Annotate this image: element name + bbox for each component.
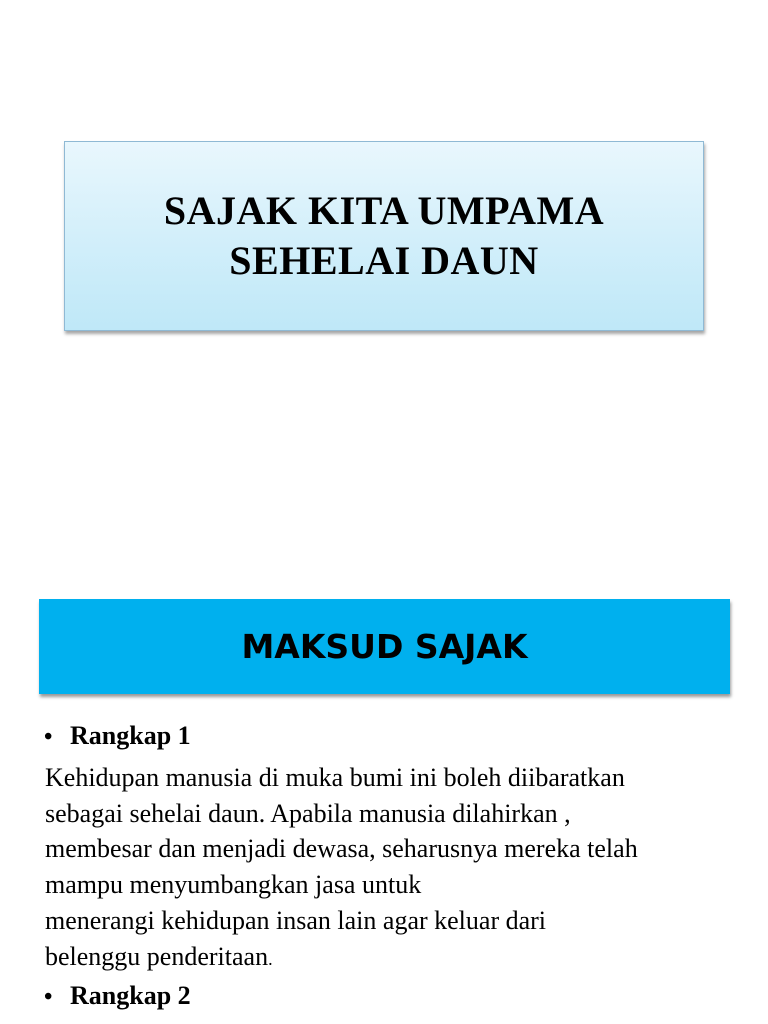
- bullet-rangkap-1: [44, 719, 191, 754]
- title-box: [64, 141, 704, 331]
- bullet-dot-icon: •: [44, 984, 53, 1010]
- bullet-rangkap-2: [44, 979, 191, 1014]
- paragraph-line-text: belenggu penderitaan: [45, 941, 269, 971]
- paragraph-rangkap-1: [45, 760, 745, 977]
- section-heading-box: [39, 599, 730, 694]
- bullet-dot-icon: •: [44, 724, 53, 750]
- paragraph-line-last: [45, 939, 745, 978]
- bullet-label: Rangkap 1: [70, 721, 191, 750]
- paragraph-end-period: .: [268, 948, 273, 969]
- title-line-1: SAJAK KITA UMPAMA: [163, 188, 605, 233]
- section-heading: MAKSUD SAJAK: [241, 627, 528, 666]
- paragraph-line: sebagai sehelai daun. Apabila manusia dilahirkan ,: [45, 798, 571, 828]
- bullet-label: Rangkap 2: [70, 981, 191, 1010]
- title-line-2: SEHELAI DAUN: [229, 238, 539, 283]
- paragraph-line: mampu menyumbangkan jasa untuk: [45, 870, 422, 900]
- paragraph-line: menerangi kehidupan insan lain agar keluar dari: [45, 905, 547, 935]
- paragraph-line: Kehidupan manusia di muka bumi ini boleh diibaratkan: [45, 763, 625, 792]
- paragraph-line: membesar dan menjadi dewasa, seharusnya mereka telah: [45, 834, 638, 864]
